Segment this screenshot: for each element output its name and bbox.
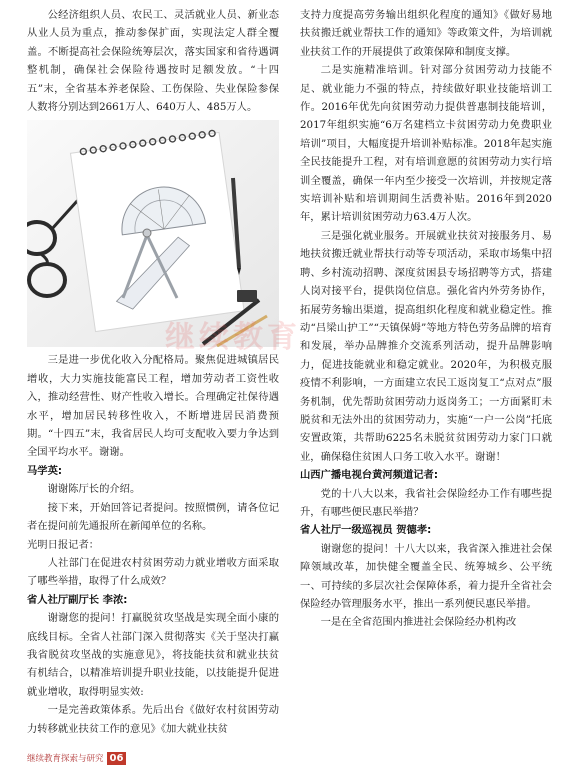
paragraph-income-distribution: 三是进一步优化收入分配格局。聚焦促进城镇居民增收，大力实施技能富民工程，增加劳动者工资性收入，推动经营性、财产性收入增长。合理确定社保待遇水平，增加居民转移性收入，不断增进居民消费预期。“十四五”末，我省居民人均可支配收入要力争达到全国平均水平。谢谢。 (27, 354, 279, 459)
paragraph-question-insurance: 党的十八大以来，我省社会保险经办工作有哪些提升，有哪些便民惠民举措？ (300, 487, 552, 518)
reporter-guangming: 光明日报记者： (27, 538, 100, 551)
paragraph-answer-policy: 一是完善政策体系。先后出台《做好农村贫困劳动力转移就业扶贫工作的意见》《加大就业扶贫 (27, 704, 279, 735)
speaker-li-nong: 省人社厅副厅长 李浓: (27, 593, 128, 606)
paragraph-host-next: 接下来，开始回答记者提问。按照惯例，请各位记者在提问前先通报所在新闻单位的名称。 (27, 501, 279, 533)
page-footer (27, 751, 126, 765)
paragraph-answer-insurance: 谢谢您的提问！十八大以来，我省深入推进社会保障领域改革，加快健全覆盖全民、统筹城乡、公平统一、可持续的多层次社会保障体系，着力提升全省社会保险经办管理服务水平，推出一系列便民惠民举措。 (300, 542, 552, 610)
paragraph-host-thanks: 谢谢陈厅长的介绍。 (47, 483, 141, 496)
paragraph-policy-continued: 支持力度提高劳务输出组织化程度的通知》《做好易地扶贫搬迁就业帮扶工作的通知》等政策文件，为培训就业扶贫工作的开展提供了政策保障和制度支撑。 (300, 9, 552, 58)
right-column (300, 6, 552, 632)
eraser-icon (237, 290, 257, 302)
page-number: 06 (107, 752, 127, 765)
paragraph-answer-reform: 一是在全省范围内推进社会保险经办机构改 (320, 616, 517, 629)
watermark: 继续教育 (165, 320, 301, 355)
speaker-host: 马学英: (27, 464, 63, 477)
paragraph-precise-training: 二是实施精准培训。针对部分贫困劳动力技能不足、就业能力不强的特点，持续做好职业技能培训工作。2016年优先向贫困劳动力提供普惠制技能培训，2017年组织实施“6万名建档立卡贫困劳动力免费职业培训”项目，大幅度提升培训补贴标准。2018年起实施全民技能提升工程，对有培训意愿的贫困劳动力实行培训全覆盖，确保一年内至少接受一次培训，并按规定落实培训补贴和培训期间生活费补贴。2016年到2020年，累计培训贫困劳动力63.4万人次。 (300, 64, 552, 224)
journal-name: 继续教育探索与研究 (27, 754, 104, 764)
paragraph-employment-services: 三是强化就业服务。开展就业扶贫对接服务月、易地扶贫搬迁就业帮扶行动等专项活动，采取市场集中招聘、乡村流动招聘、深度贫困县专场招聘等方式，搭建人岗对接平台，提供岗位信息。强化省内外劳务协作，拓展劳务输出渠道，提高组织化程度和就业稳定性。推动“吕梁山护工”“天镇保姆”等地方特色劳务品牌的培育和发展，举办品牌推介交流系列活动，提升品牌影响力，促进技能就业和稳定就业。2020年，为积极克服疫情不利影响，一方面建立农民工返岗复工“点对点”服务机制，优先帮助贫困劳动力返岗务工；一方面紧盯未脱贫和无法外出的贫困劳动力，实施“一户一公岗”托底安置政策，共帮助6225名未脱贫贫困劳动力家门口就业，确保稳住贫困人口务工收入水平。谢谢！ (300, 229, 552, 463)
sketchbook-icon (70, 130, 244, 332)
paragraph-question-rural-labor: 人社部门在促进农村贫困劳动力就业增收方面采取了哪些举措，取得了什么成效？ (27, 556, 279, 588)
left-column (27, 6, 279, 738)
paragraph-answer-intro: 谢谢您的提问！打赢脱贫攻坚战是实现全面小康的底线目标。全省人社部门深入贯彻落实《关于坚决打赢我省脱贫攻坚战的实施意见》，将技能扶贫和就业扶贫有机结合，以精准培训提升职业技能，以技能提升促进就业增收，取得明显实效: (27, 612, 279, 698)
reporter-shanxi-tv: 山西广播电视台黄河频道记者: (300, 469, 438, 482)
speaker-he-dexiao: 省人社厅一级巡视员 贺德孝: (300, 524, 432, 537)
sketchbook-drawing-tools-image (27, 120, 279, 347)
article-photo (27, 120, 279, 347)
paragraph-social-insurance: 公经济组织人员、农民工、灵活就业人员、新业态从业人员为重点，推动参保扩面，实现法定人群全覆盖。不断提高社会保险统筹层次，落实国家和省待遇调整机制，确保社会保险待遇按时足额发放。“十四五”末，全省基本养老保险、工伤保险、失业保险参保人数将分别达到2661万人、640万人、485万人。 (27, 9, 279, 114)
